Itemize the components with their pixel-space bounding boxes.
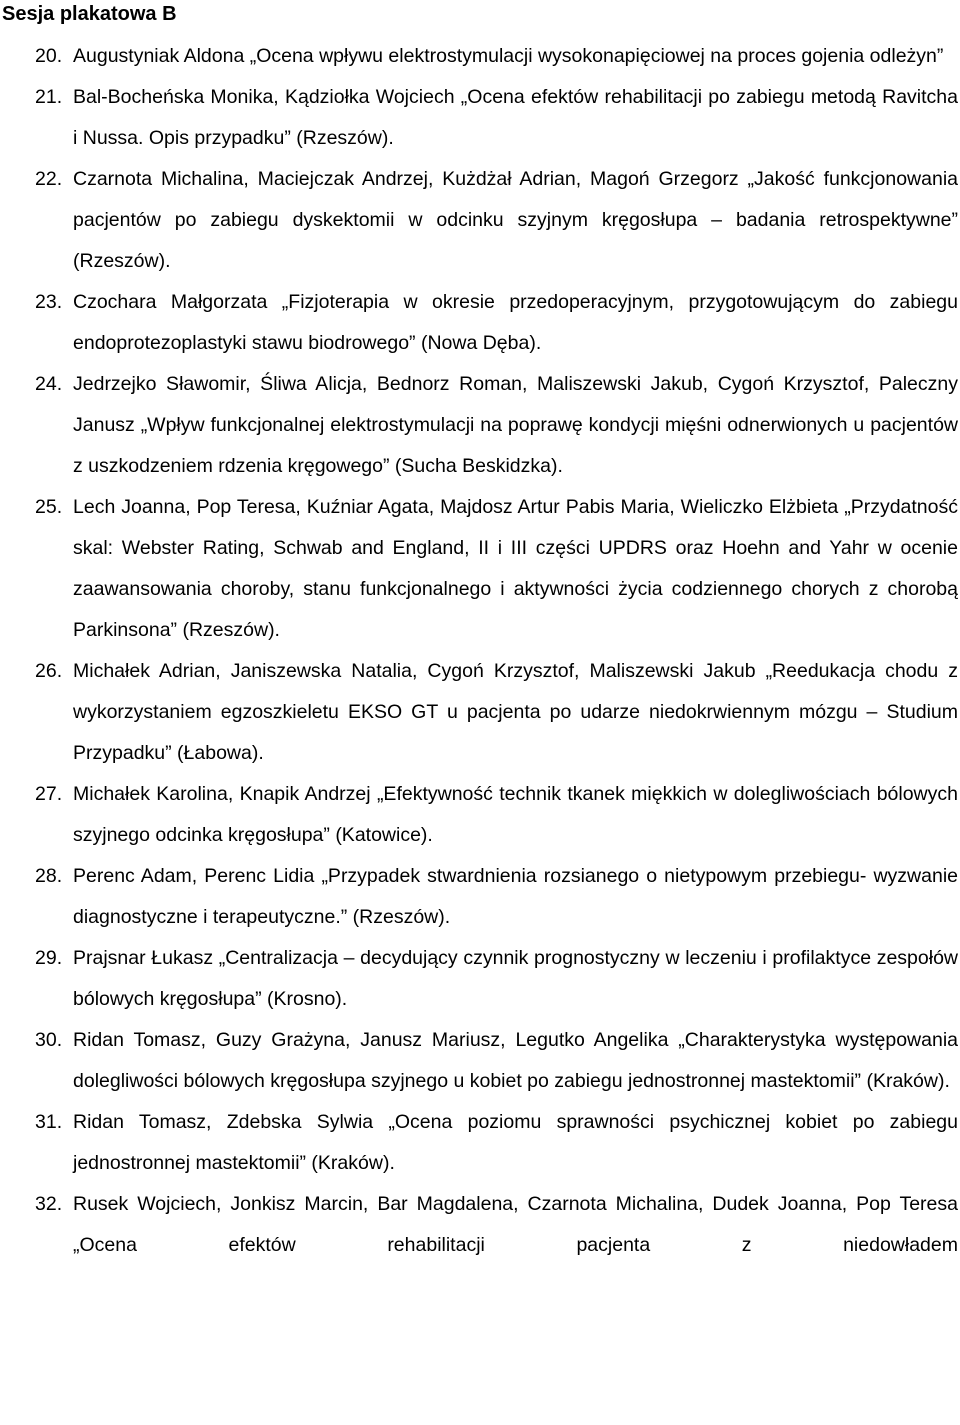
item-number: 25. [35, 496, 63, 518]
list-item [0, 364, 960, 487]
item-number: 23. [35, 291, 63, 313]
list-item [0, 282, 960, 364]
item-text: Ridan Tomasz, Guzy Grażyna, Janusz Mariusz, Legutko Angelika „Charakterystyka występowania dolegliwości bólowych kręgosłupa szyjnego u kobiet po zabiegu jednostronnej mastektomii” (Kraków). [73, 1029, 958, 1092]
list-item [0, 36, 960, 77]
item-text: Rusek Wojciech, Jonkisz Marcin, Bar Magdalena, Czarnota Michalina, Dudek Joanna, Pop Teresa „Ocena efektów rehabilitacji pacjenta z niedowładem [73, 1193, 958, 1256]
list-item [0, 159, 960, 282]
item-text: Ridan Tomasz, Zdebska Sylwia „Ocena poziomu sprawności psychicznej kobiet po zabiegu jednostronnej mastektomii” (Kraków). [73, 1111, 958, 1174]
item-number: 20. [35, 45, 63, 67]
item-text: Czarnota Michalina, Maciejczak Andrzej, Kużdżał Adrian, Magoń Grzegorz „Jakość funkcjonowania pacjentów po zabiegu dyskektomii w odcinku szyjnym kręgosłupa – badania retrospektywne” (Rzeszów). [73, 168, 958, 272]
item-number: 28. [35, 865, 63, 887]
item-number: 32. [35, 1193, 63, 1215]
item-text: Lech Joanna, Pop Teresa, Kuźniar Agata, Majdosz Artur Pabis Maria, Wieliczko Elżbieta „Przydatność skal: Webster Rating, Schwab and England, II i III części UPDRS oraz Hoehn and Yahr w ocenie zaawansowania choroby, stanu funkcjonalnego i aktywności życia codziennego chorych z chorobą Parkinsona” (Rzeszów). [73, 496, 958, 641]
list-item [0, 1184, 960, 1266]
item-number: 31. [35, 1111, 63, 1133]
list-item [0, 938, 960, 1020]
item-text: Prajsnar Łukasz „Centralizacja – decydujący czynnik prognostyczny w leczeniu i profilaktyce zespołów bólowych kręgosłupa” (Krosno). [73, 947, 958, 1010]
section-heading: Sesja plakatowa B [2, 3, 177, 25]
poster-list [0, 36, 960, 1266]
list-item [0, 77, 960, 159]
item-text: Bal-Bocheńska Monika, Kądziołka Wojciech „Ocena efektów rehabilitacji po zabiegu metodą Ravitcha i Nussa. Opis przypadku” (Rzeszów). [73, 86, 958, 149]
item-text: Michałek Karolina, Knapik Andrzej „Efektywność technik tkanek miękkich w dolegliwościach bólowych szyjnego odcinka kręgosłupa” (Katowice). [73, 783, 958, 846]
item-text: Augustyniak Aldona „Ocena wpływu elektrostymulacji wysokonapięciowej na proces gojenia odleżyn” [73, 45, 944, 67]
list-item [0, 1102, 960, 1184]
item-number: 24. [35, 373, 63, 395]
list-item [0, 774, 960, 856]
item-number: 26. [35, 660, 63, 682]
item-text: Michałek Adrian, Janiszewska Natalia, Cygoń Krzysztof, Maliszewski Jakub „Reedukacja chodu z wykorzystaniem egzoszkieletu EKSO GT u pacjenta po udarze niedokrwiennym mózgu – Studium Przypadku” (Łabowa). [73, 660, 958, 764]
item-number: 27. [35, 783, 63, 805]
list-item [0, 651, 960, 774]
list-item [0, 856, 960, 938]
list-item [0, 1020, 960, 1102]
list-item [0, 487, 960, 651]
item-text: Perenc Adam, Perenc Lidia „Przypadek stwardnienia rozsianego o nietypowym przebiegu- wyzwanie diagnostyczne i terapeutyczne.” (Rzeszów). [73, 865, 958, 928]
item-number: 29. [35, 947, 63, 969]
item-number: 21. [35, 86, 63, 108]
item-text: Jedrzejko Sławomir, Śliwa Alicja, Bednorz Roman, Maliszewski Jakub, Cygoń Krzysztof, Paleczny Janusz „Wpływ funkcjonalnej elektrostymulacji na poprawę kondycji mięśni odnerwionych u pacjentów z uszkodzeniem rdzenia kręgowego” (Sucha Beskidzka). [73, 373, 958, 477]
item-number: 30. [35, 1029, 63, 1051]
item-number: 22. [35, 168, 63, 190]
item-text: Czochara Małgorzata „Fizjoterapia w okresie przedoperacyjnym, przygotowującym do zabiegu endoprotezoplastyki stawu biodrowego” (Nowa Dęba). [73, 291, 958, 354]
